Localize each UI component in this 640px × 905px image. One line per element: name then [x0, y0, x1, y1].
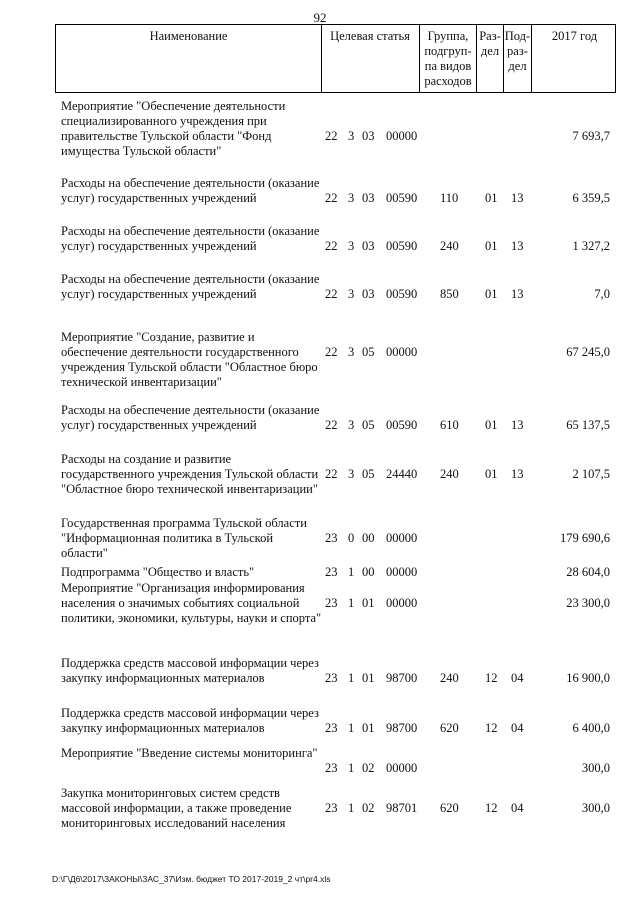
- cell-d: 00590: [386, 287, 418, 301]
- cell-c: 03: [362, 287, 375, 301]
- cell-rz: 01: [485, 467, 498, 481]
- cell-d: 00000: [386, 596, 418, 610]
- cell-c: 00: [362, 531, 375, 545]
- cell-grp: 240: [440, 239, 459, 253]
- cell-amount-2017: 179 690,6: [560, 531, 610, 545]
- cell-d: 00000: [386, 129, 418, 143]
- cell-amount-2017: 7,0: [594, 287, 610, 301]
- row-name: Подпрограмма "Общество и власть": [61, 565, 255, 579]
- row-name: Расходы на обеспечение деятельности (оказание услуг) государственных учреждений: [61, 224, 320, 253]
- cell-rz: 01: [485, 239, 498, 253]
- row-name: Расходы на обеспечение деятельности (оказание услуг) государственных учреждений: [61, 272, 320, 301]
- cell-amount-2017: 65 137,5: [566, 418, 610, 432]
- cell-d: 98701: [386, 801, 418, 815]
- header-razdel: Раз-дел: [479, 29, 501, 58]
- cell-a: 23: [325, 801, 338, 815]
- cell-pr: 13: [511, 191, 524, 205]
- row-name: Закупка мониторинговых систем средств массовой информации, а также проведение мониторинговых исследований населения: [61, 786, 292, 830]
- cell-rz: 01: [485, 287, 498, 301]
- cell-b: 1: [348, 671, 355, 685]
- cell-pr: 13: [511, 467, 524, 481]
- cell-d: 00590: [386, 418, 418, 432]
- cell-pr: 13: [511, 239, 524, 253]
- row-name: Мероприятие "Организация информирования населения о значимых событиях социальной политики, экономики, культуры, науки и спорта": [61, 581, 322, 625]
- cell-c: 01: [362, 596, 375, 610]
- row-name: Поддержка средств массовой информации через закупку информационных материалов: [61, 656, 319, 685]
- cell-pr: 13: [511, 418, 524, 432]
- cell-rz: 01: [485, 191, 498, 205]
- cell-a: 23: [325, 761, 338, 775]
- cell-c: 00: [362, 565, 375, 579]
- cell-d: 00590: [386, 239, 418, 253]
- cell-amount-2017: 28 604,0: [566, 565, 610, 579]
- cell-rz: 12: [485, 671, 498, 685]
- file-path-footer: D:\Г\Д6\2017\ЗАКОНЫ\ЗАС_37\Изм. бюджет ТО 2017-2019_2 чт\pr4.xls: [52, 874, 331, 884]
- cell-b: 1: [348, 761, 355, 775]
- cell-b: 1: [348, 801, 355, 815]
- cell-a: 22: [325, 345, 338, 359]
- cell-grp: 620: [440, 801, 459, 815]
- cell-b: 3: [348, 129, 355, 143]
- cell-c: 03: [362, 191, 375, 205]
- cell-amount-2017: 1 327,2: [572, 239, 610, 253]
- header-year: 2017 год: [551, 29, 598, 43]
- cell-b: 1: [348, 721, 355, 735]
- cell-d: 00000: [386, 761, 418, 775]
- cell-amount-2017: 6 359,5: [572, 191, 610, 205]
- cell-d: 00000: [386, 565, 418, 579]
- cell-c: 05: [362, 467, 375, 481]
- row-name: Мероприятие "Создание, развитие и обеспечение деятельности государственного учреждения Тульской области "Областное бюро технической инвентаризации": [61, 330, 318, 389]
- cell-a: 23: [325, 565, 338, 579]
- cell-rz: 12: [485, 721, 498, 735]
- cell-a: 22: [325, 467, 338, 481]
- cell-d: 00590: [386, 191, 418, 205]
- cell-c: 01: [362, 721, 375, 735]
- cell-b: 3: [348, 239, 355, 253]
- cell-c: 05: [362, 418, 375, 432]
- header-podrazdel: Под-раз-дел: [504, 29, 531, 73]
- cell-amount-2017: 300,0: [581, 801, 610, 815]
- cell-d: 24440: [386, 467, 418, 481]
- cell-grp: 240: [440, 671, 459, 685]
- cell-d: 98700: [386, 671, 418, 685]
- cell-c: 05: [362, 345, 375, 359]
- cell-pr: 04: [511, 801, 524, 815]
- header-name: Наименование: [149, 29, 228, 43]
- cell-a: 23: [325, 721, 338, 735]
- cell-b: 1: [348, 596, 355, 610]
- cell-a: 22: [325, 239, 338, 253]
- row-name: Государственная программа Тульской области "Информационная политика в Тульской области": [61, 516, 307, 560]
- cell-a: 22: [325, 287, 338, 301]
- row-name: Расходы на создание и развитие государственного учреждения Тульской области "Областное бюро технической инвентаризации": [61, 452, 319, 496]
- cell-pr: 04: [511, 671, 524, 685]
- cell-b: 0: [348, 531, 355, 545]
- cell-amount-2017: 16 900,0: [566, 671, 610, 685]
- cell-amount-2017: 300,0: [581, 761, 610, 775]
- header-group: Группа, подгруп-па видов расходов: [424, 29, 472, 88]
- cell-c: 02: [362, 761, 375, 775]
- cell-c: 01: [362, 671, 375, 685]
- cell-c: 03: [362, 129, 375, 143]
- cell-a: 22: [325, 418, 338, 432]
- page-number: 92: [313, 10, 327, 25]
- cell-amount-2017: 6 400,0: [572, 721, 610, 735]
- cell-grp: 850: [440, 287, 459, 301]
- table-header: [55, 24, 616, 93]
- row-name: Расходы на обеспечение деятельности (оказание услуг) государственных учреждений: [61, 403, 320, 432]
- cell-b: 1: [348, 565, 355, 579]
- cell-pr: 13: [511, 287, 524, 301]
- row-name: Поддержка средств массовой информации через закупку информационных материалов: [61, 706, 319, 735]
- cell-c: 02: [362, 801, 375, 815]
- cell-b: 3: [348, 345, 355, 359]
- row-name: Мероприятие "Обеспечение деятельности специализированного учреждения при правительстве Тульской области "Фонд имущества Тульской области": [61, 99, 286, 158]
- cell-a: 22: [325, 129, 338, 143]
- cell-d: 00000: [386, 531, 418, 545]
- cell-grp: 240: [440, 467, 459, 481]
- cell-amount-2017: 67 245,0: [566, 345, 610, 359]
- header-target: Целевая статья: [330, 29, 410, 43]
- cell-amount-2017: 7 693,7: [572, 129, 610, 143]
- cell-rz: 01: [485, 418, 498, 432]
- cell-b: 3: [348, 467, 355, 481]
- cell-d: 00000: [386, 345, 418, 359]
- cell-rz: 12: [485, 801, 498, 815]
- cell-b: 3: [348, 418, 355, 432]
- row-name: Расходы на обеспечение деятельности (оказание услуг) государственных учреждений: [61, 176, 320, 205]
- row-name: Мероприятие "Введение системы мониторинга": [61, 746, 318, 760]
- cell-pr: 04: [511, 721, 524, 735]
- cell-amount-2017: 2 107,5: [572, 467, 610, 481]
- cell-d: 98700: [386, 721, 418, 735]
- cell-a: 23: [325, 671, 338, 685]
- cell-a: 22: [325, 191, 338, 205]
- cell-b: 3: [348, 287, 355, 301]
- cell-grp: 110: [440, 191, 459, 205]
- cell-grp: 620: [440, 721, 459, 735]
- header-divider: [419, 25, 420, 92]
- cell-b: 3: [348, 191, 355, 205]
- cell-a: 23: [325, 596, 338, 610]
- cell-a: 23: [325, 531, 338, 545]
- cell-amount-2017: 23 300,0: [566, 596, 610, 610]
- cell-grp: 610: [440, 418, 459, 432]
- cell-c: 03: [362, 239, 375, 253]
